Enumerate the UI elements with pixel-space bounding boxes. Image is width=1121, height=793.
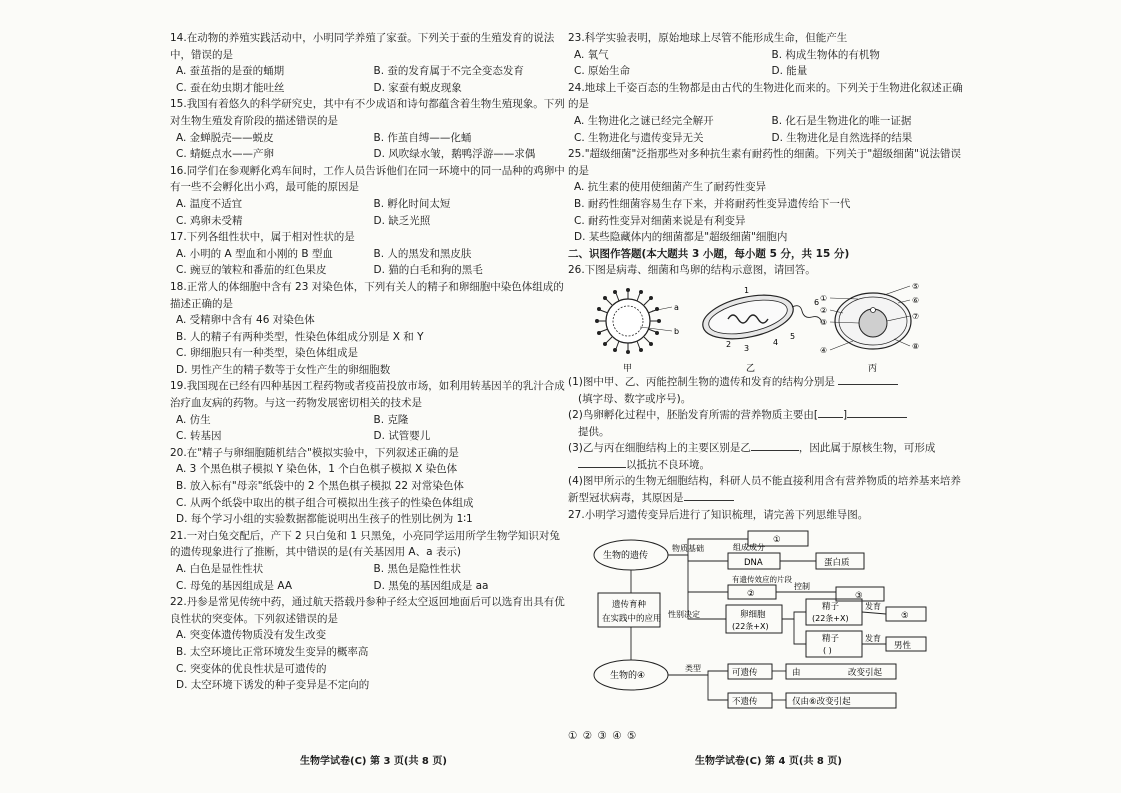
label-c3: ③ (820, 317, 828, 327)
option-d: D. 黑兔的基因组成是 aa (373, 579, 489, 592)
node-dna: DNA (744, 558, 763, 569)
node-breeding: 遗传育种 (612, 600, 647, 611)
virus-figure (595, 288, 679, 374)
q26-sub3c: 以抵抗不良环境。 (568, 457, 963, 474)
node-by1: 由 (792, 668, 801, 679)
question-27-stem: 27.小明学习遗传变异后进行了知识梳理，请完善下列思维导图。 (568, 508, 869, 521)
node-develop1: 发育 (865, 602, 881, 612)
option-c: C. 从两个纸袋中取出的棋子组合可模拟出生孩子的性染色体组成 (176, 496, 474, 509)
node-by2: 仅由⑥改变引起 (792, 697, 851, 708)
node-develop2: 发育 (865, 634, 881, 644)
option-c: C. 卵细胞只有一种类型，染色体组成是 (176, 347, 359, 360)
label-c7: ⑦ (912, 311, 920, 321)
option-c: C. 转基因 (176, 430, 222, 443)
option-c: C. 蚕在幼虫期才能吐丝 (176, 81, 285, 94)
option-b: B. 构成生物体的有机物 (771, 48, 880, 61)
blank-3: ③ (855, 591, 863, 602)
option-d: D. 能量 (771, 65, 808, 78)
node-material: 物质基础 (672, 544, 704, 554)
question-stem: 19.我国现在已经有四种基因工程药物或者疫苗投放市场，如利用转基因羊的乳汁合成治疗血友病的药物。与这一药物发展密切相关的技术是 (170, 380, 565, 410)
page-footer-left: 生物学试卷(C) 第 3 页(共 8 页) (300, 756, 447, 767)
q26-sub3: (3)乙与丙在细胞结构上的主要区别是乙 ，因此属于原核生物，可形成 (568, 442, 936, 455)
node-variation: 生物的④ (610, 671, 646, 682)
left-column (170, 30, 565, 694)
question-stem: 21.一对白兔交配后，产下 2 只白兔和 1 只黑兔，小亮同学运用所学生物学知识对兔的遗传现象进行了推断，其中错误的是(有关基因用 A、a 表示) (170, 529, 560, 559)
option-d: D. 猫的白毛和狗的黑毛 (373, 264, 483, 277)
option-c: C. 蜻蜓点水——产卵 (176, 148, 275, 161)
option-a: A. 3 个黑色棋子模拟 Y 染色体，1 个白色棋子模拟 X 染色体 (176, 463, 458, 476)
q26-sub2c: 提供。 (578, 425, 610, 438)
mind-map (568, 523, 963, 728)
option-a: A. 抗生素的使用使细菌产生了耐药性变异 (574, 181, 767, 194)
question-26-stem: 26.下图是病毒、细菌和鸟卵的结构示意图，请回答。 (568, 264, 816, 277)
label-6: 6 (814, 297, 820, 307)
node-composition: 组成成分 (733, 543, 765, 553)
option-d: D. 风吹绿水皱，鹅鸭浮游——求偶 (373, 148, 536, 161)
question-22 (170, 594, 565, 694)
option-a: A. 生物进化之谜已经完全解开 (574, 114, 714, 127)
node-sperm2-chrom: ( ) (823, 646, 832, 656)
option-a: A. 受精卵中含有 46 对染色体 (176, 314, 315, 327)
blank-2: ② (747, 589, 755, 600)
option-b: B. 太空环境比正常环境发生变异的概率高 (176, 645, 369, 658)
question-stem: 15.我国有着悠久的科学研究史，其中有不少成语和诗句都蕴含着生物生殖现象。下列对生物生殖发育阶段的描述错误的是 (170, 98, 565, 127)
option-c: C. 生物进化与遗传变异无关 (574, 131, 704, 144)
question-20 (170, 445, 565, 528)
label-bing: 丙 (868, 363, 878, 374)
label-3: 3 (744, 343, 750, 353)
question-stem: 16.同学们在参观孵化鸡车间时，工作人员告诉他们在同一环境中的同一品种的鸡卵中有一些不会孵化出小鸡，最可能的原因是 (170, 164, 565, 194)
option-c: C. 突变体的优良性状是可遗传的 (176, 662, 327, 675)
option-b: B. 人的黑发和黑皮肤 (373, 247, 472, 260)
option-c: C. 耐药性变异对细菌来说是有利变异 (574, 214, 746, 227)
answer-blank[interactable] (838, 374, 898, 385)
answer-blank[interactable] (751, 440, 799, 451)
question-18 (170, 279, 565, 379)
question-19 (170, 378, 565, 444)
option-d: D. 某些隐藏体内的细菌都是"超级细菌"细胞内 (574, 231, 788, 244)
question-15 (170, 96, 565, 162)
question-stem: 22.丹参是常见传统中药，通过航天搭载丹参种子经太空返回地面后可以选育出具有优良性状的突变体。下列叙述错误的是 (170, 596, 565, 625)
question-23 (568, 30, 963, 80)
option-d: D. 每个学习小组的实验数据都能说明出生孩子的性别比例为 1∶1 (176, 513, 473, 526)
question-stem: 17.下列各组性状中，属于相对性状的是 (170, 231, 355, 244)
label-jia: 甲 (623, 363, 633, 374)
q27-answer-line: ① ② ③ ④ ⑤ (568, 730, 638, 743)
label-5: 5 (790, 331, 796, 341)
label-4: 4 (773, 337, 779, 347)
node-male: 男性 (894, 641, 912, 652)
page-footer-right: 生物学试卷(C) 第 4 页(共 8 页) (695, 756, 842, 767)
question-17 (170, 229, 565, 279)
question-24 (568, 80, 963, 146)
blank-5: ⑤ (901, 611, 909, 622)
label-a: a (674, 302, 679, 312)
option-a: A. 小明的 A 型血和小刚的 B 型血 (176, 247, 333, 260)
option-b: B. 作茧自缚——化蛹 (373, 131, 472, 144)
question-stem: 14.在动物的养殖实践活动中，小明同学养殖了家蚕。下列关于蚕的生殖发育的说法中，错误的是 (170, 32, 555, 61)
node-sperm1-chrom: (22条+X) (812, 614, 849, 624)
option-d: D. 生物进化是自然选择的结果 (771, 131, 913, 144)
option-b: B. 黑色是隐性性状 (373, 563, 461, 575)
node-sexdet: 性别决定 (668, 610, 700, 620)
answer-blank[interactable] (578, 457, 626, 468)
section-heading: 二、识图作答题(本大题共 3 小题，每小题 5 分，共 15 分) (568, 247, 850, 260)
label-2: 2 (726, 339, 732, 349)
node-egg-chrom: (22条+X) (732, 622, 769, 632)
label-1: 1 (744, 285, 750, 295)
label-c6: ⑥ (912, 295, 920, 305)
option-b: B. 蚕的发育属于不完全变态发育 (373, 65, 524, 78)
node-type: 类型 (685, 664, 701, 674)
option-d: D. 家蚕有蜕皮现象 (373, 81, 462, 94)
option-a: A. 蚕茧指的是蚕的蛹期 (176, 65, 285, 78)
label-c5: ⑤ (912, 281, 920, 291)
egg-figure (820, 282, 919, 374)
question-21 (170, 528, 565, 594)
right-column (568, 30, 963, 745)
option-d: D. 男性产生的精子数等于女性产生的卵细胞数 (176, 363, 391, 376)
question-16 (170, 163, 565, 229)
question-stem: 18.正常人的体细胞中含有 23 对染色体，下列有关人的精子和卵细胞中染色体组成的描述正确的是 (170, 280, 564, 310)
label-b: b (674, 326, 680, 336)
bacterium-figure (699, 286, 822, 374)
node-control: 控制 (794, 582, 810, 592)
q26-sub2: (2)鸟卵孵化过程中，胚胎发育所需的营养物质主要由[ ] (568, 407, 963, 424)
node-gene: 有遗传效应的片段 (732, 575, 792, 585)
node-heritable: 可遗传 (732, 668, 758, 679)
option-a: A. 突变体遗传物质没有发生改变 (176, 629, 327, 642)
node-sperm2: 精子 (822, 634, 840, 645)
node-by1b: 改变引起 (848, 668, 883, 679)
question-14 (170, 30, 565, 96)
question-stem: 25."超级细菌"泛指那些对多种抗生素有耐药性的细菌。下列关于"超级细菌"说法错误的是 (568, 148, 962, 177)
option-c: C. 母兔的基因组成是 AA (176, 579, 293, 592)
answer-blank[interactable] (847, 407, 907, 418)
option-c: C. 原始生命 (574, 65, 631, 78)
blank-1: ① (773, 535, 781, 546)
option-b: B. 孵化时间太短 (373, 197, 451, 210)
option-c: C. 豌豆的皱粒和番茄的红色果皮 (176, 264, 327, 277)
label-c2: ② (820, 305, 828, 315)
node-nonheritable: 不遗传 (732, 697, 758, 708)
option-b: B. 耐药性细菌容易生存下来，并将耐药性变异遗传给下一代 (574, 197, 851, 210)
node-sperm1: 精子 (822, 602, 840, 613)
answer-blank[interactable] (818, 407, 843, 418)
structure-diagram (568, 279, 963, 374)
option-b: B. 化石是生物进化的唯一证据 (771, 114, 912, 127)
label-yi: 乙 (746, 363, 756, 374)
option-b: B. 人的精子有两种类型，性染色体组成分别是 X 和 Y (176, 330, 424, 343)
q26-sub4: (4)图甲所示的生物无细胞结构，科研人员不能直接利用含有营养物质的培养基来培养新型冠状病毒，其原因是 (568, 475, 961, 505)
node-heredity: 生物的遗传 (603, 551, 649, 562)
label-c4: ④ (820, 345, 828, 355)
node-protein: 蛋白质 (824, 558, 850, 569)
node-breeding-app: 在实践中的应用 (602, 614, 662, 625)
question-stem: 24.地球上千姿百态的生物都是由古代的生物进化而来的。下列关于生物进化叙述正确的是 (568, 81, 963, 111)
option-a: A. 金蝉脱壳——蜕皮 (176, 131, 274, 144)
option-c: C. 鸡卵未受精 (176, 214, 243, 227)
label-c8: ⑧ (912, 341, 920, 351)
question-25 (568, 146, 963, 246)
q26-sub1: (1)图中甲、乙、丙能控制生物的遗传和发育的结构分别是 (568, 374, 963, 391)
option-a: A. 仿生 (176, 413, 211, 426)
label-c1: ① (820, 293, 828, 303)
option-d: D. 试管婴儿 (373, 430, 431, 443)
node-egg: 卵细胞 (740, 610, 766, 621)
question-stem: 20.在"精子与卵细胞随机结合"模拟实验中，下列叙述正确的是 (170, 446, 459, 459)
question-stem: 23.科学实验表明，原始地球上尽管不能形成生命，但能产生 (568, 32, 848, 44)
option-b: B. 克隆 (373, 413, 409, 426)
option-a: A. 白色是显性性状 (176, 563, 264, 575)
option-a: A. 温度不适宜 (176, 197, 243, 210)
option-d: D. 缺乏光照 (373, 214, 431, 227)
answer-blank[interactable] (684, 490, 734, 501)
option-a: A. 氧气 (574, 48, 609, 61)
option-d: D. 太空环境下诱发的种子变异是不定向的 (176, 679, 370, 692)
q26-sub1b: (填字母、数字或序号)。 (578, 392, 692, 405)
option-b: B. 放入标有"母亲"纸袋中的 2 个黑色棋子模拟 22 对常染色体 (176, 480, 464, 493)
